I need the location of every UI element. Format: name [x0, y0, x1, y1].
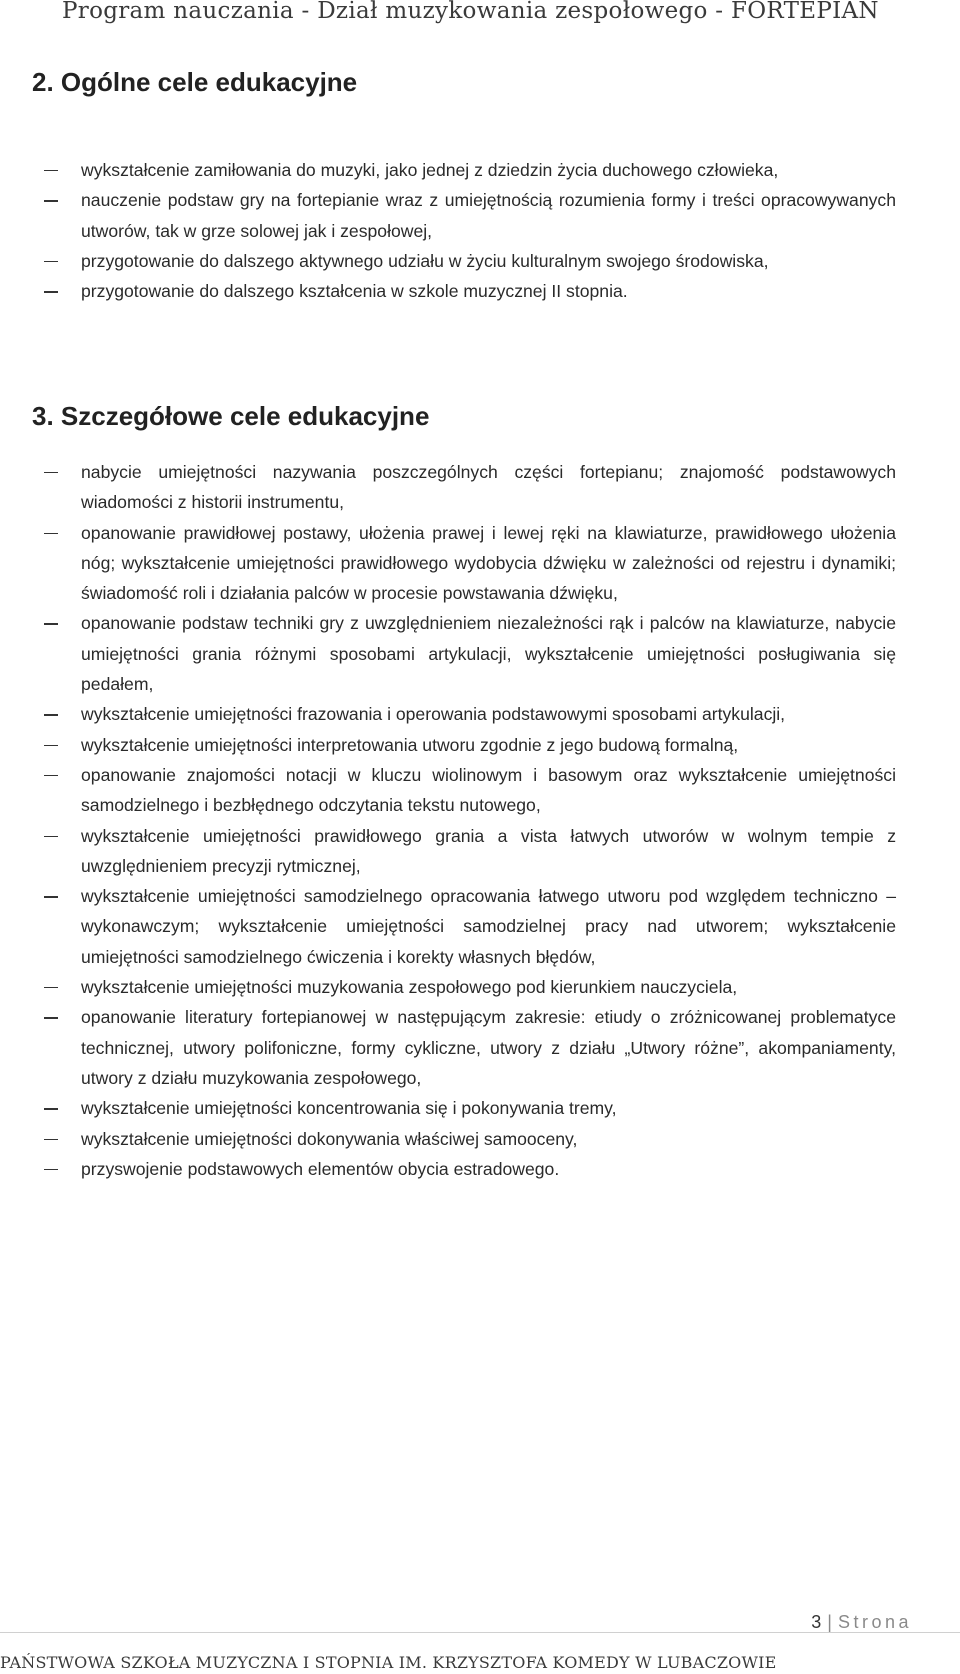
list-item: [44, 821, 896, 882]
dash-bullet-icon: [44, 896, 58, 897]
list-item-text: opanowanie prawidłowej postawy, ułożenia prawej i lewej ręki na klawiaturze, prawidłowego ułożenia nóg; wykształcenie umiejętności prawidłowego wydobycia dźwięku w zależności od rejestru i dynamiki; świadomość roli i działania palców w procesie powstawania dźwięku,: [81, 522, 896, 604]
list-item-text: wykształcenie umiejętności koncentrowania się i pokonywania tremy,: [81, 1098, 617, 1119]
list-item-text: wykształcenie umiejętności prawidłowego grania a vista łatwych utworów w wolnym tempie z uwzględnieniem precyzji rytmicznej,: [81, 825, 896, 876]
running-header: Program nauczania - Dział muzykowania zespołowego - FORTEPIAN: [62, 0, 879, 24]
page-word: Strona: [837, 1612, 912, 1632]
list-item: [44, 1002, 896, 1093]
list-item: [44, 1124, 896, 1154]
dash-bullet-icon: [44, 1108, 58, 1109]
dash-bullet-icon: [44, 714, 58, 715]
list-item: [44, 699, 896, 729]
dash-bullet-icon: [44, 1169, 58, 1170]
list-item: [44, 246, 896, 276]
list-item: [44, 608, 896, 699]
list-item-text: przygotowanie do dalszego aktywnego udziału w życiu kulturalnym swojego środowiska,: [81, 250, 769, 271]
footer-school-name: PAŃSTWOWA SZKOŁA MUZYCZNA I STOPNIA IM. KRZYSZTOFA KOMEDY W LUBACZOWIE: [0, 1653, 777, 1672]
page-separator: |: [827, 1612, 832, 1632]
list-item-text: wykształcenie umiejętności frazowania i operowania podstawowymi sposobami artykulacji,: [81, 704, 786, 725]
list-item: [44, 972, 896, 1002]
list-item-text: wykształcenie umiejętności interpretowania utworu zgodnie z jego budową formalną,: [81, 734, 739, 755]
list-item-text: wykształcenie umiejętności samodzielnego opracowania łatwego utworu pod względem techniczno – wykonawczym; wykształcenie umiejętności samodzielnej pracy nad utworem; wykształcenie umiejętności samodzielnego ćwiczenia i korekty własnych błędów,: [81, 886, 896, 967]
list-item-text: nauczenie podstaw gry na fortepianie wraz z umiejętnością rozumienia formy i treści opracowywanych utworów, tak w grze solowej jak i zespołowej,: [81, 190, 896, 241]
dash-bullet-icon: [44, 987, 58, 988]
page-number-label: [811, 1610, 912, 1634]
dash-bullet-icon: [44, 200, 58, 201]
list-item-text: opanowanie podstaw techniki gry z uwzględnieniem niezależności rąk i palców na klawiaturze, nabycie umiejętności grania różnymi sposobami artykulacji, wykształcenie umiejętności posługiwania się pedałem,: [81, 613, 896, 695]
footer-divider: [0, 1632, 960, 1633]
section-heading-detailed-goals: 3. Szczegółowe cele edukacyjne: [32, 401, 430, 431]
list-item: [44, 881, 896, 972]
list-item-text: wykształcenie zamiłowania do muzyki, jako jednej z dziedzin życia duchowego człowieka,: [81, 160, 779, 180]
general-goals-list: [44, 155, 896, 306]
list-item: [44, 185, 896, 246]
list-item: [44, 1093, 896, 1123]
list-item-text: wykształcenie umiejętności muzykowania zespołowego pod kierunkiem nauczyciela,: [81, 977, 738, 998]
list-item-text: przyswojenie podstawowych elementów obycia estradowego.: [81, 1158, 560, 1179]
section-heading-general-goals: 2. Ogólne cele edukacyjne: [32, 67, 358, 97]
dash-bullet-icon: [44, 623, 58, 624]
list-item-text: przygotowanie do dalszego kształcenia w szkole muzycznej II stopnia.: [81, 281, 628, 302]
list-item-text: opanowanie znajomości notacji w kluczu wiolinowym i basowym oraz wykształcenie umiejętności samodzielnego i bezbłędnego odczytania tekstu nutowego,: [81, 764, 896, 816]
dash-bullet-icon: [44, 472, 58, 473]
list-item: [44, 518, 896, 609]
dash-bullet-icon: [44, 261, 58, 262]
dash-bullet-icon: [44, 170, 58, 171]
list-item-text: opanowanie literatury fortepianowej w następującym zakresie: etiudy o zróżnicowanej problematyce technicznej, utwory polifoniczne, formy cykliczne, utwory z działu „Utwory różne”, akompaniamenty, utwory z działu muzykowania zespołowego,: [81, 1007, 896, 1088]
dash-bullet-icon: [44, 1139, 58, 1140]
dash-bullet-icon: [44, 533, 58, 534]
list-item: [44, 276, 896, 306]
dash-bullet-icon: [44, 745, 58, 746]
page-number: 3: [811, 1612, 822, 1632]
list-item-text: wykształcenie umiejętności dokonywania właściwej samooceny,: [81, 1128, 578, 1149]
list-item: [44, 1154, 896, 1184]
list-item: [44, 730, 896, 760]
dash-bullet-icon: [44, 775, 58, 776]
dash-bullet-icon: [44, 1017, 58, 1018]
list-item: [44, 457, 896, 518]
detailed-goals-list: [44, 457, 896, 1184]
dash-bullet-icon: [44, 836, 58, 837]
list-item: [44, 155, 896, 185]
dash-bullet-icon: [44, 291, 58, 292]
list-item: [44, 760, 896, 821]
list-item-text: nabycie umiejętności nazywania poszczególnych części fortepianu; znajomość podstawowych wiadomości z historii instrumentu,: [81, 462, 896, 513]
